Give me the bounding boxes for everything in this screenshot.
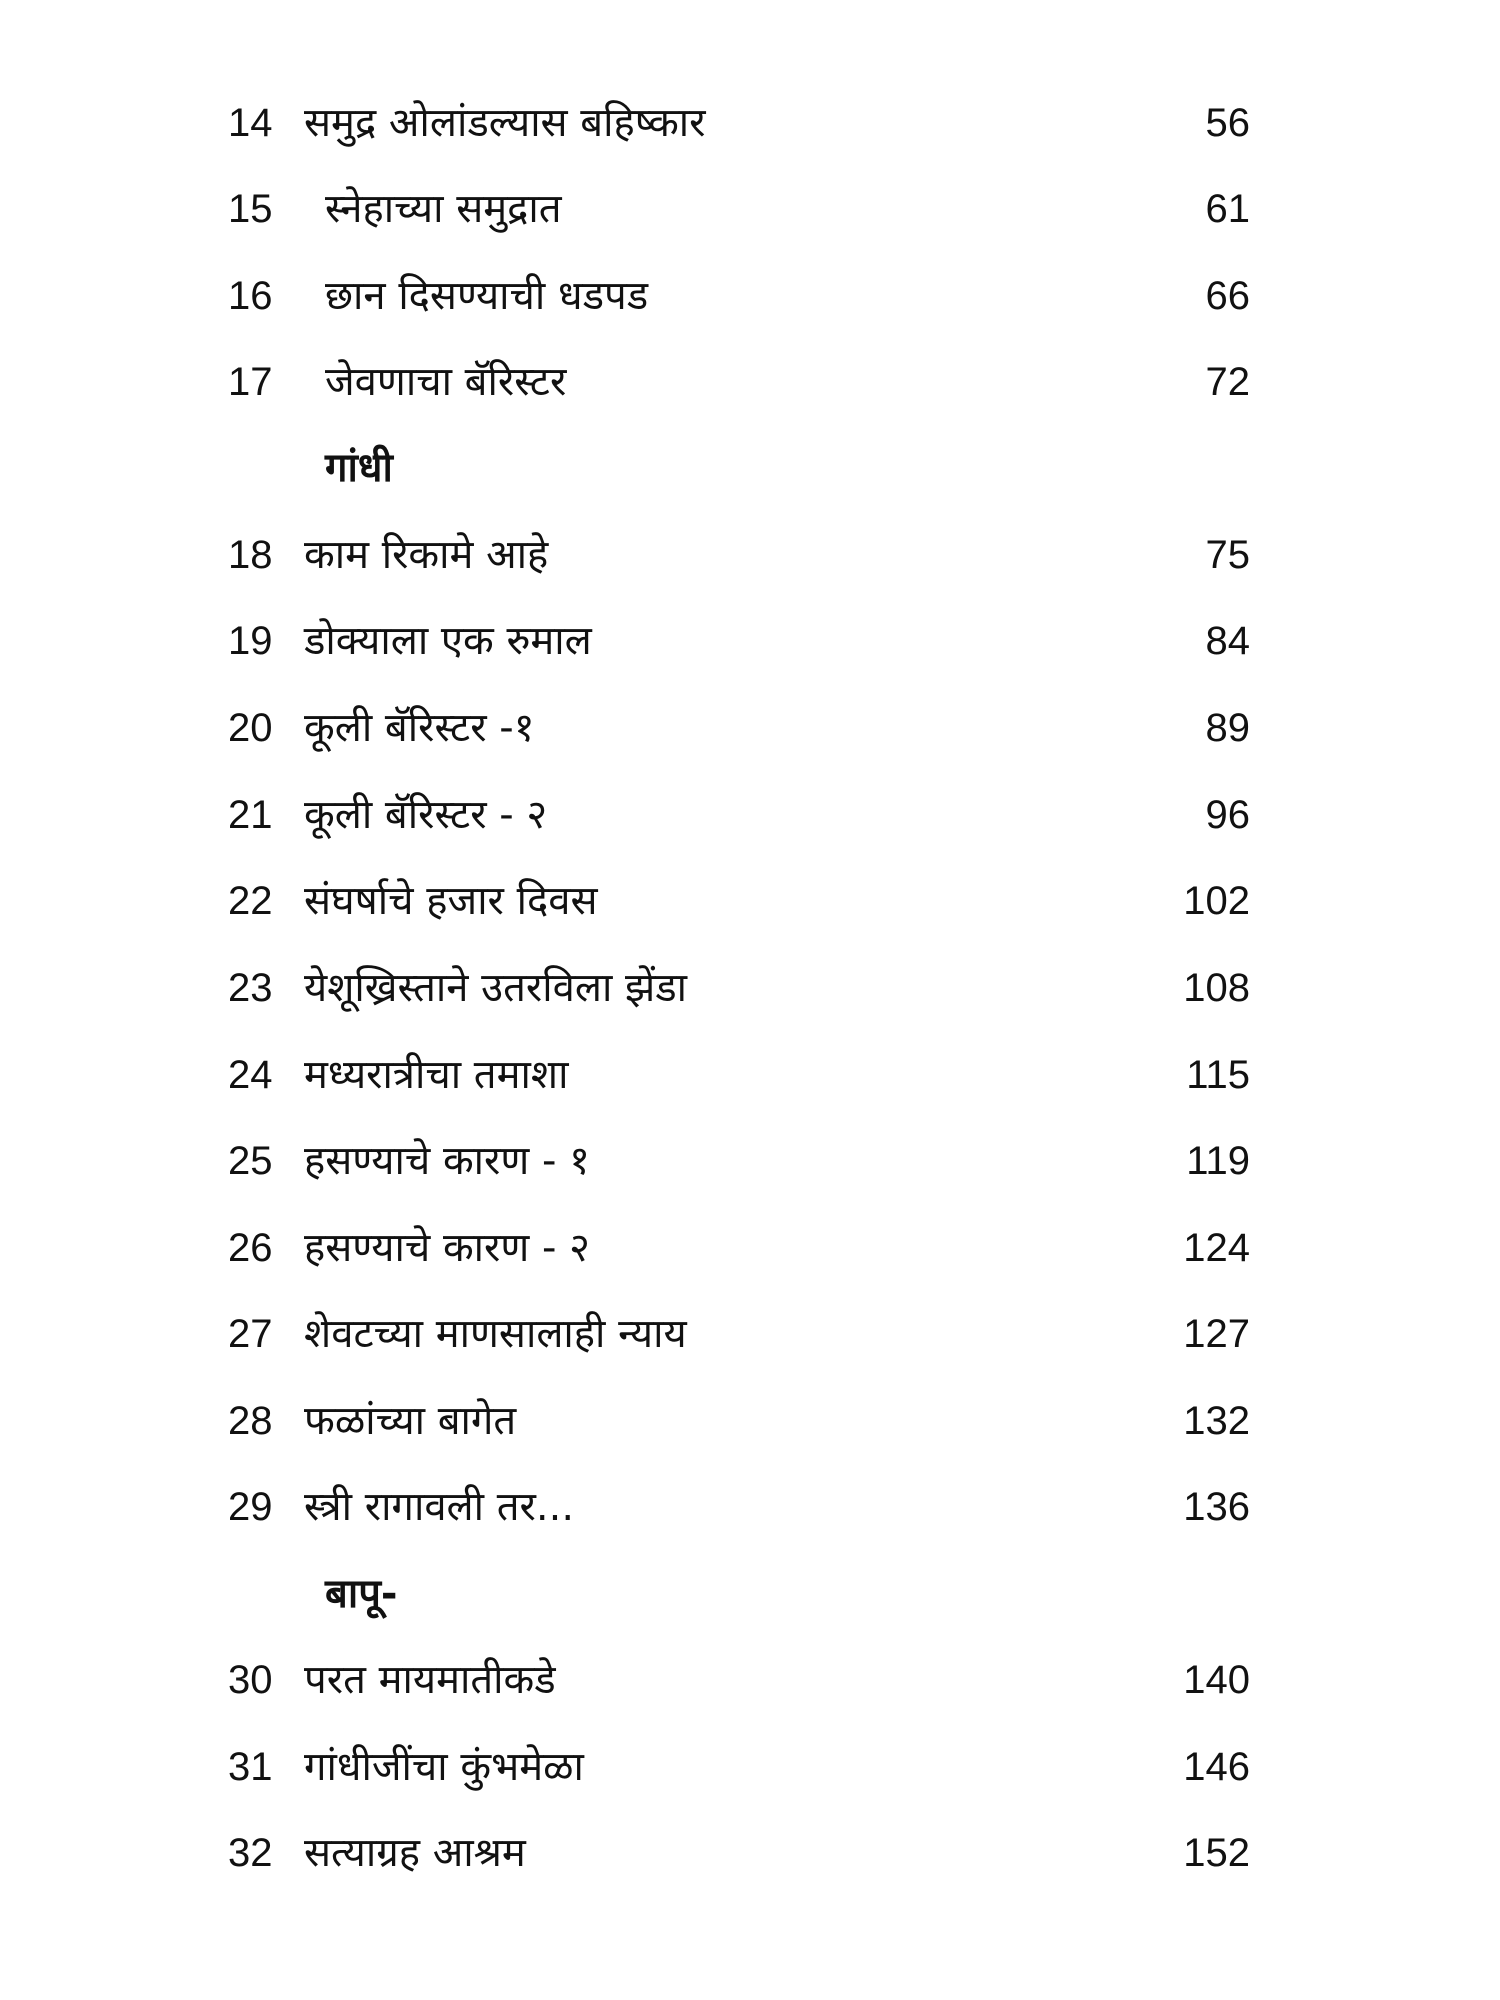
entry-number: 31 [228,1745,273,1789]
entry-page: 108 [1183,966,1250,1010]
entry-number: 30 [228,1658,273,1702]
entry-page: 61 [1205,187,1250,231]
entry-page: 89 [1205,706,1250,750]
entry-page: 140 [1183,1658,1250,1702]
toc-entry [0,1126,1500,1196]
toc-entry [0,606,1500,676]
toc-entry [0,780,1500,850]
toc-entry [0,693,1500,763]
toc-entry [0,1472,1500,1542]
entry-title: स्नेहाच्या समुद्रात [325,186,562,232]
entry-page: 66 [1205,274,1250,318]
toc-entry [0,1213,1500,1283]
entry-number: 28 [228,1399,273,1443]
toc-entry [0,1386,1500,1456]
toc-entry [0,261,1500,331]
entry-title: समुद्र ओलांडल्यास बहिष्कार [304,100,706,146]
toc-entry [0,866,1500,936]
entry-title: मध्यरात्रीचा तमाशा [304,1052,569,1098]
entry-number: 17 [228,360,273,404]
toc-entry [0,1732,1500,1802]
entry-title: हसण्याचे कारण - १ [304,1138,590,1184]
toc-entry [0,174,1500,244]
entry-page: 127 [1183,1312,1250,1356]
toc-entry [0,1645,1500,1715]
entry-title: येशूख्रिस्ताने उतरविला झेंडा [304,965,688,1011]
entry-page: 136 [1183,1485,1250,1529]
entry-title: सत्याग्रह आश्रम [304,1830,526,1876]
entry-page: 56 [1205,101,1250,145]
toc-entry [0,1818,1500,1888]
entry-title: कूली बॅरिस्टर - २ [304,792,548,838]
entry-title: संघर्षाचे हजार दिवस [304,878,598,924]
entry-number: 24 [228,1053,273,1097]
entry-title: काम रिकामे आहे [304,532,549,578]
entry-title: कूली बॅरिस्टर -१ [304,705,535,751]
entry-page: 96 [1205,793,1250,837]
entry-title: डोक्याला एक रुमाल [304,618,592,664]
toc-entry [0,88,1500,158]
entry-page: 146 [1183,1745,1250,1789]
entry-page: 84 [1205,619,1250,663]
entry-number: 15 [228,187,273,231]
entry-number: 18 [228,533,273,577]
entry-page: 124 [1183,1226,1250,1270]
entry-page: 75 [1205,533,1250,577]
entry-number: 26 [228,1226,273,1270]
entry-number: 23 [228,966,273,1010]
entry-title: शेवटच्या माणसालाही न्याय [304,1311,687,1357]
section-heading: बापू- [325,1571,398,1617]
toc-entry [0,953,1500,1023]
entry-page: 115 [1186,1053,1250,1097]
entry-number: 14 [228,101,273,145]
entry-number: 22 [228,879,273,923]
entry-page: 132 [1183,1399,1250,1443]
section-heading: गांधी [325,445,393,491]
entry-title: परत मायमातीकडे [304,1657,556,1703]
entry-number: 19 [228,619,273,663]
entry-number: 16 [228,274,273,318]
entry-page: 152 [1183,1831,1250,1875]
entry-page: 72 [1205,360,1250,404]
entry-title: फळांच्या बागेत [304,1398,517,1444]
entry-title: छान दिसण्याची धडपड [325,273,649,319]
entry-title: हसण्याचे कारण - २ [304,1225,590,1271]
entry-number: 25 [228,1139,273,1183]
entry-number: 20 [228,706,273,750]
entry-title: गांधीजींचा कुंभमेळा [304,1744,584,1790]
toc-entry [0,520,1500,590]
entry-title: स्त्री रागावली तर... [304,1484,575,1530]
entry-title: जेवणाचा बॅरिस्टर [325,359,567,405]
toc-entry [0,1040,1500,1110]
toc-entry [0,1299,1500,1369]
entry-number: 27 [228,1312,273,1356]
entry-number: 32 [228,1831,273,1875]
entry-page: 102 [1183,879,1250,923]
entry-page: 119 [1186,1139,1250,1183]
entry-number: 21 [228,793,273,837]
toc-entry [0,347,1500,417]
entry-number: 29 [228,1485,273,1529]
